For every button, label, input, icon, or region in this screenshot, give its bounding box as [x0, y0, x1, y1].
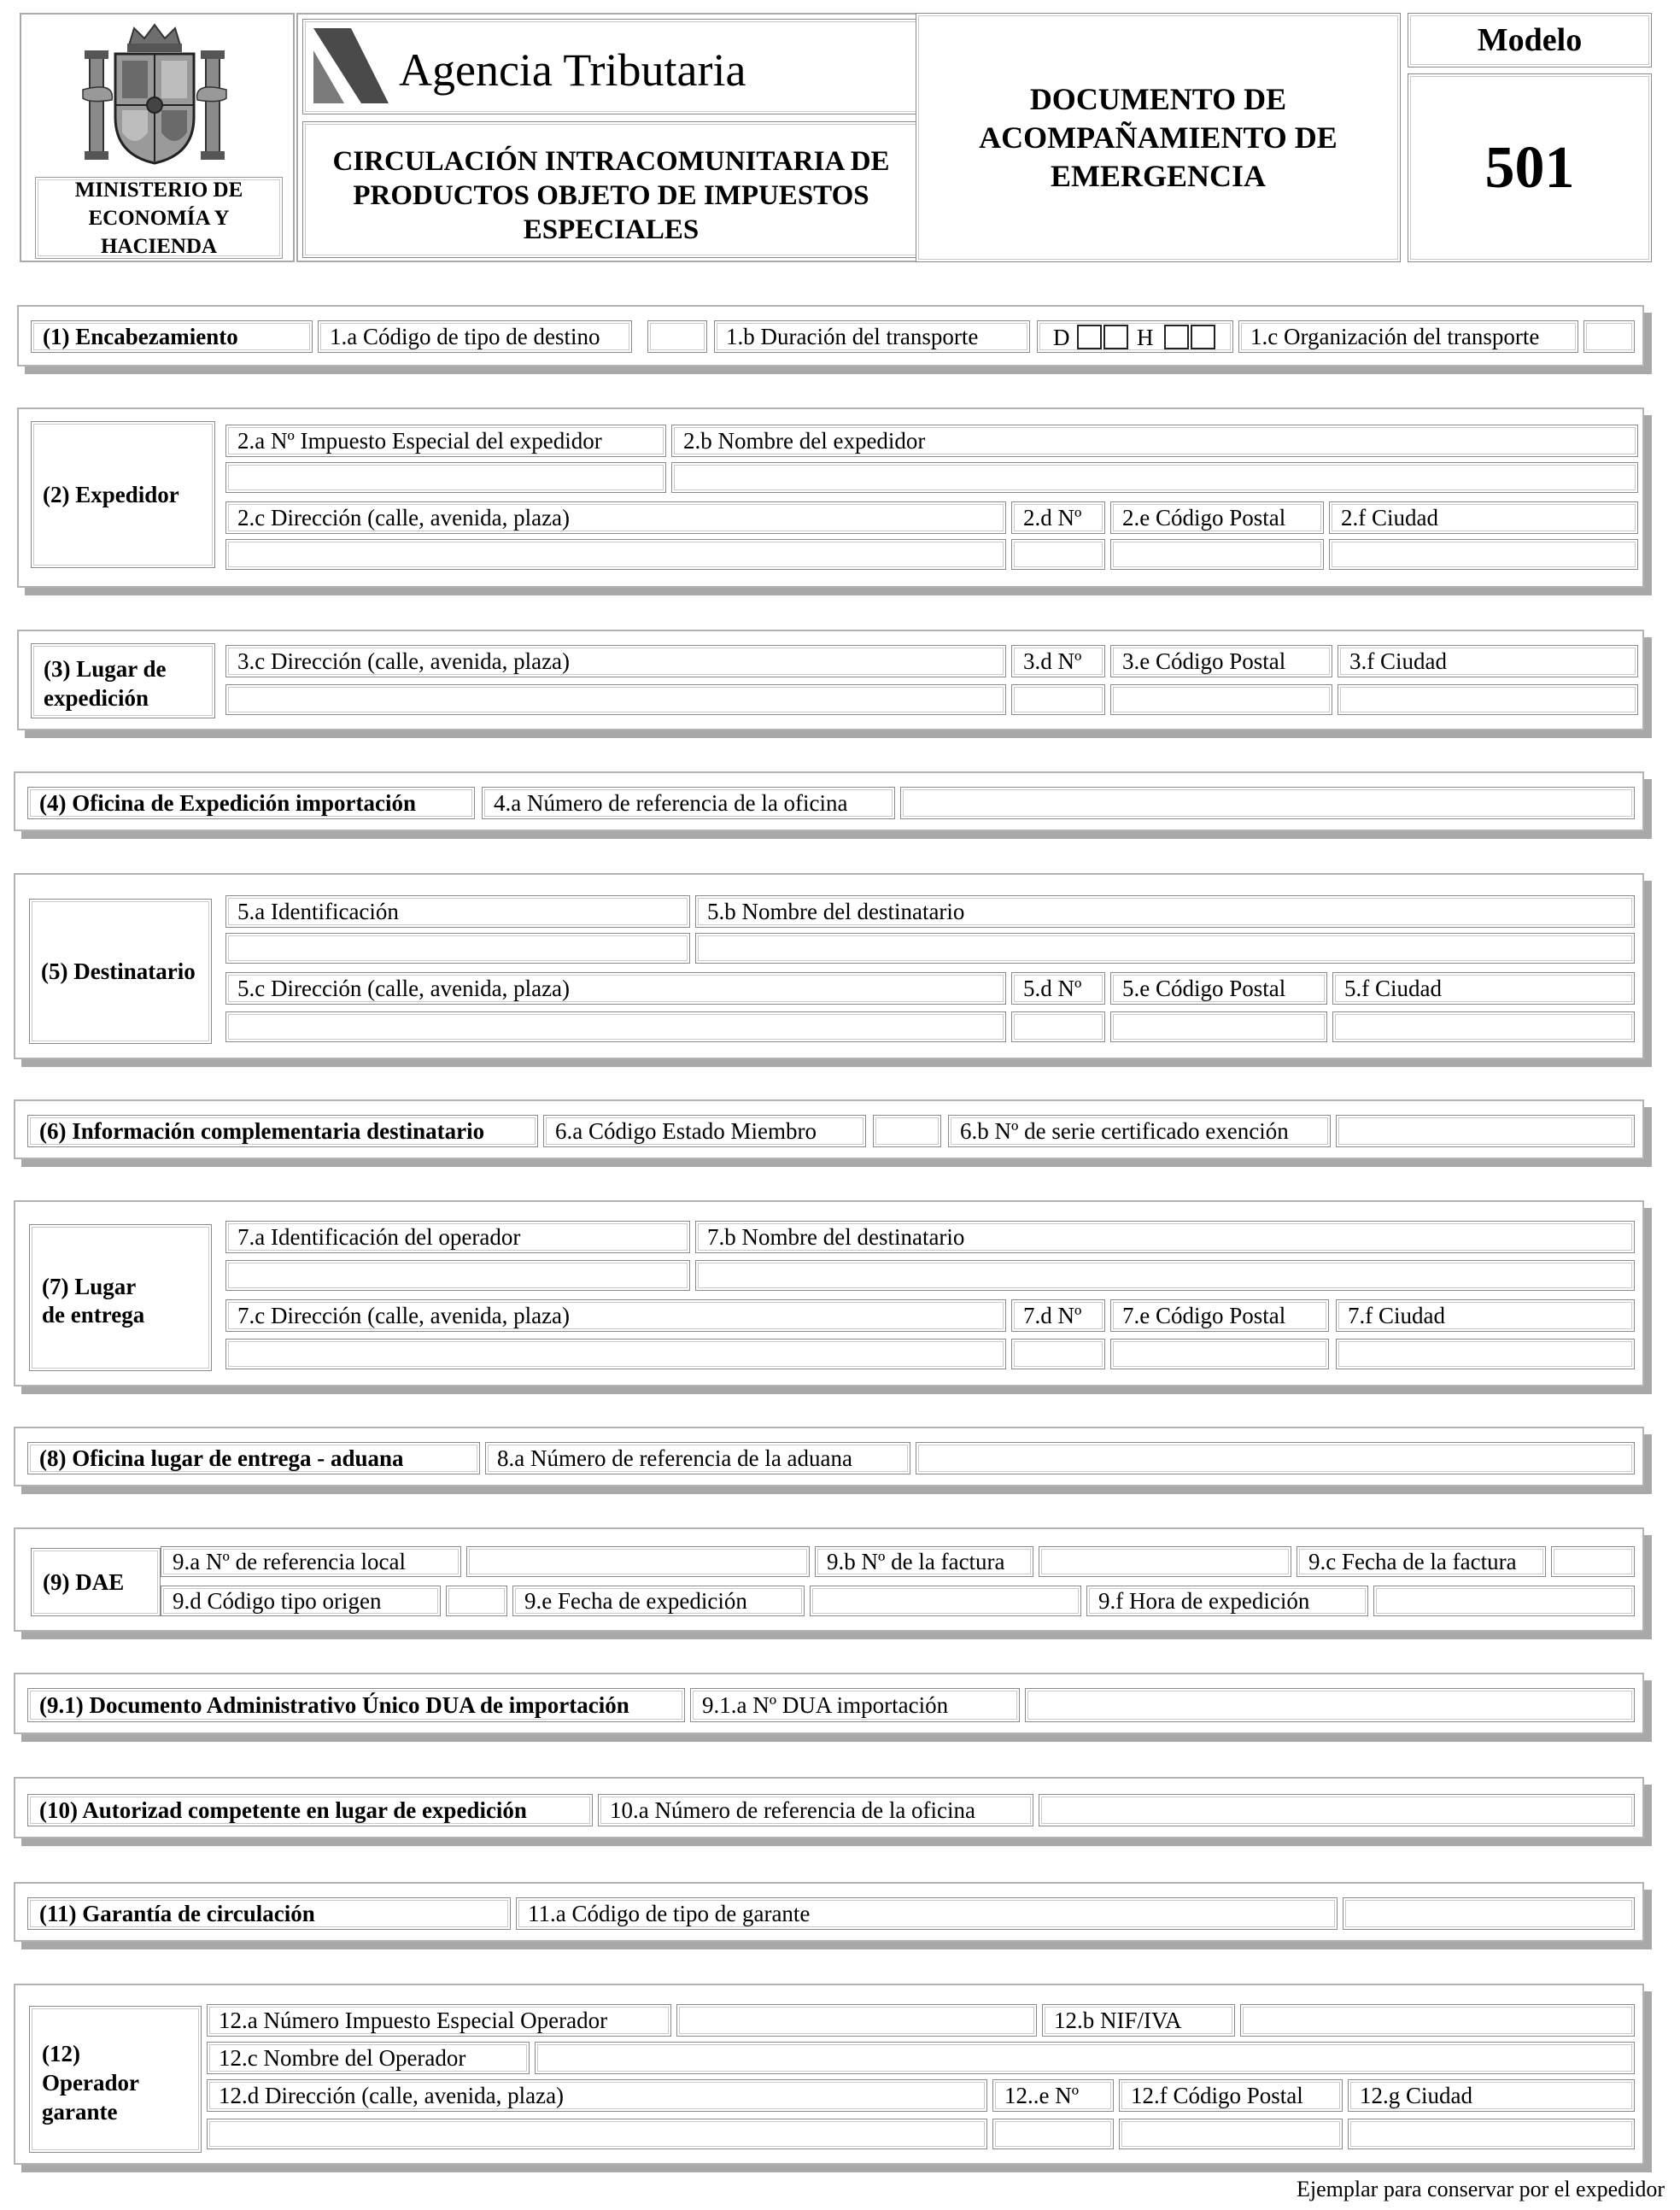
field-12d-input[interactable] — [207, 2119, 987, 2149]
field-7a-label: 7.a Identificación del operador — [225, 1221, 690, 1253]
field-5b-label: 5.b Nombre del destinatario — [695, 895, 1635, 928]
field-9b-label: 9.b Nº de la factura — [815, 1546, 1033, 1577]
field-91a-input[interactable] — [1025, 1688, 1635, 1722]
field-5a-label: 5.a Identificación — [225, 895, 690, 928]
section-7-title-line-1: (7) Lugar — [42, 1274, 137, 1299]
field-6a-input[interactable] — [873, 1115, 941, 1147]
field-9e-label: 9.e Fecha de expedición — [512, 1586, 805, 1616]
field-7e-label: 7.e Código Postal — [1110, 1299, 1329, 1332]
field-2a-input[interactable] — [225, 462, 666, 493]
field-2e-label: 2.e Código Postal — [1110, 501, 1324, 534]
modelo-number: 501 — [1484, 134, 1575, 201]
field-8a-input[interactable] — [916, 1442, 1635, 1474]
field-12b-label: 12.b NIF/IVA — [1042, 2004, 1235, 2037]
field-3f-label: 3.f Ciudad — [1338, 645, 1638, 677]
field-6a-label: 6.a Código Estado Miembro — [543, 1115, 866, 1147]
field-1a-label: 1.a Código de tipo de destino — [318, 320, 632, 353]
field-3e-label: 3.e Código Postal — [1110, 645, 1332, 677]
field-12a-label: 12.a Número Impuesto Especial Operador — [207, 2004, 671, 2037]
ministry-box — [20, 13, 295, 262]
section-3-title-line-1: (3) Lugar de — [44, 656, 167, 682]
field-5f-input[interactable] — [1332, 1011, 1635, 1042]
field-5c-label: 5.c Dirección (calle, avenida, plaza) — [225, 972, 1006, 1005]
field-2a-label: 2.a Nº Impuesto Especial del expedidor — [225, 425, 666, 457]
field-9b-input[interactable] — [1039, 1546, 1291, 1577]
section-9-title: (9) DAE — [31, 1548, 161, 1616]
field-12c-label: 12.c Nombre del Operador — [207, 2042, 530, 2074]
field-5f-label: 5.f Ciudad — [1332, 972, 1635, 1005]
field-7e-input[interactable] — [1110, 1339, 1329, 1369]
field-3f-input[interactable] — [1338, 684, 1638, 715]
section-3-title — [31, 643, 215, 718]
field-2c-input[interactable] — [225, 539, 1006, 570]
field-9d-input[interactable] — [446, 1586, 507, 1616]
field-2b-label: 2.b Nombre del expedidor — [671, 425, 1638, 457]
hours-digit-1[interactable] — [1164, 325, 1189, 349]
field-11a-input[interactable] — [1343, 1897, 1635, 1930]
section-2-title: (2) Expedidor — [31, 421, 215, 568]
section-10-title: (10) Autorizad competente en lugar de expedición — [27, 1794, 593, 1826]
field-12g-input[interactable] — [1348, 2119, 1635, 2149]
section-5-destinatario — [14, 873, 1644, 1059]
field-10a-input[interactable] — [1039, 1794, 1635, 1826]
field-9c-input[interactable] — [1551, 1546, 1635, 1577]
field-12b-input[interactable] — [1240, 2004, 1635, 2037]
section-4-oficina-expedicion — [14, 771, 1644, 831]
field-5d-label: 5.d Nº — [1011, 972, 1105, 1005]
agency-name: Agencia Tributaria — [399, 44, 746, 96]
section-9-dae — [14, 1527, 1644, 1632]
field-91a-label: 9.1.a Nº DUA importación — [690, 1688, 1020, 1722]
field-12f-label: 12.f Código Postal — [1119, 2079, 1343, 2112]
field-2b-input[interactable] — [671, 462, 1638, 493]
field-12d-label: 12.d Dirección (calle, avenida, plaza) — [207, 2079, 987, 2112]
field-11a-label: 11.a Código de tipo de garante — [516, 1897, 1338, 1930]
field-2f-label: 2.f Ciudad — [1329, 501, 1638, 534]
hours-label: H — [1137, 325, 1154, 350]
modelo-number-box — [1408, 73, 1652, 262]
field-5d-input[interactable] — [1011, 1011, 1105, 1042]
field-2c-label: 2.c Dirección (calle, avenida, plaza) — [225, 501, 1006, 534]
field-2e-input[interactable] — [1110, 539, 1324, 570]
field-7a-input[interactable] — [225, 1260, 690, 1291]
field-12a-input[interactable] — [676, 2004, 1037, 2037]
days-digit-2[interactable] — [1103, 325, 1128, 349]
section-7-title-line-2: de entrega — [42, 1302, 145, 1328]
section-2-expedidor — [17, 407, 1644, 588]
field-9f-label: 9.f Hora de expedición — [1086, 1586, 1368, 1616]
modelo-label-box — [1408, 13, 1652, 67]
field-4a-label: 4.a Número de referencia de la oficina — [482, 787, 895, 819]
field-10a-label: 10.a Número de referencia de la oficina — [598, 1794, 1033, 1826]
section-9-1-dua — [14, 1673, 1644, 1734]
section-12-title — [29, 2006, 202, 2153]
circulation-box — [302, 121, 920, 258]
field-3d-label: 3.d Nº — [1011, 645, 1105, 677]
days-digit-1[interactable] — [1077, 325, 1102, 349]
section-11-garantia — [14, 1882, 1644, 1942]
field-7b-input[interactable] — [695, 1260, 1635, 1291]
field-5c-input[interactable] — [225, 1011, 1006, 1042]
field-7d-label: 7.d Nº — [1011, 1299, 1105, 1332]
section-8-oficina-entrega — [14, 1427, 1644, 1486]
field-9f-input[interactable] — [1373, 1586, 1635, 1616]
section-6-info-complementaria — [14, 1099, 1644, 1159]
ministry-name: MINISTERIO DE ECONOMÍA Y HACIENDA — [74, 178, 243, 258]
section-9-1-title: (9.1) Documento Administrativo Único DUA de importación — [27, 1688, 685, 1722]
field-7c-input[interactable] — [225, 1339, 1006, 1369]
section-8-title: (8) Oficina lugar de entrega - aduana — [27, 1442, 480, 1474]
field-3c-input[interactable] — [225, 684, 1006, 715]
field-1a-input[interactable] — [647, 320, 707, 353]
field-6b-label: 6.b Nº de serie certificado exención — [948, 1115, 1331, 1147]
field-1c-label: 1.c Organización del transporte — [1238, 320, 1578, 353]
field-7b-label: 7.b Nombre del destinatario — [695, 1221, 1635, 1253]
field-2f-input[interactable] — [1329, 539, 1638, 570]
hours-digit-2[interactable] — [1191, 325, 1215, 349]
field-7c-label: 7.c Dirección (calle, avenida, plaza) — [225, 1299, 1006, 1332]
field-9c-label: 9.c Fecha de la factura — [1297, 1546, 1546, 1577]
agency-logo-icon — [310, 25, 392, 107]
section-3-lugar-expedicion — [17, 630, 1644, 730]
section-1-title: (1) Encabezamiento — [31, 320, 313, 353]
field-7f-label: 7.f Ciudad — [1336, 1299, 1635, 1332]
field-12g-label: 12.g Ciudad — [1348, 2079, 1635, 2112]
section-12-title-line-1: (12) — [42, 2041, 80, 2066]
field-7f-input[interactable] — [1336, 1339, 1635, 1369]
field-9a-input[interactable] — [466, 1546, 810, 1577]
field-3d-input[interactable] — [1011, 684, 1105, 715]
field-8a-label: 8.a Número de referencia de la aduana — [485, 1442, 910, 1474]
field-12c-input[interactable] — [535, 2042, 1635, 2074]
doc-title-box — [916, 13, 1401, 262]
section-4-title: (4) Oficina de Expedición importación — [27, 787, 475, 819]
ministry-name-box — [35, 177, 283, 259]
section-10-autoridad — [14, 1777, 1644, 1838]
field-2d-label: 2.d Nº — [1011, 501, 1105, 534]
field-12e-label: 12..e Nº — [992, 2079, 1114, 2112]
field-2d-input[interactable] — [1011, 539, 1105, 570]
section-7-title — [29, 1224, 212, 1371]
field-1b-label: 1.b Duración del transporte — [714, 320, 1030, 353]
field-4a-input[interactable] — [900, 787, 1635, 819]
field-9d-label: 9.d Código tipo origen — [161, 1586, 441, 1616]
header — [17, 10, 1653, 267]
section-5-title: (5) Destinatario — [29, 899, 212, 1044]
field-3c-label: 3.c Dirección (calle, avenida, plaza) — [225, 645, 1006, 677]
field-1b-duration — [1037, 320, 1233, 353]
agency-box — [296, 13, 926, 262]
footer-note: Ejemplar para conservar por el expedidor — [1297, 2177, 1665, 2201]
section-11-title: (11) Garantía de circulación — [27, 1897, 511, 1930]
section-6-title: (6) Información complementaria destinatario — [27, 1115, 538, 1147]
circulation-title: CIRCULACIÓN INTRACOMUNITARIA DE PRODUCTOS OBJETO DE IMPUESTOS ESPECIALES — [332, 146, 890, 245]
days-label: D — [1053, 325, 1070, 350]
doc-title: DOCUMENTO DE ACOMPAÑAMIENTO DE EMERGENCIA — [979, 82, 1338, 193]
modelo-label: Modelo — [1477, 22, 1583, 58]
field-12e-input[interactable] — [992, 2119, 1114, 2149]
field-9e-input[interactable] — [810, 1586, 1081, 1616]
section-1-encabezamiento — [17, 305, 1644, 366]
agency-logo-box — [302, 19, 920, 114]
field-1c-input[interactable] — [1583, 320, 1635, 353]
field-5a-input[interactable] — [225, 933, 690, 964]
section-7-lugar-entrega — [14, 1200, 1644, 1386]
field-5b-input[interactable] — [695, 933, 1635, 964]
field-7d-input[interactable] — [1011, 1339, 1105, 1369]
section-3-title-line-2: expedición — [44, 685, 149, 711]
field-3e-input[interactable] — [1110, 684, 1332, 715]
field-9a-label: 9.a Nº de referencia local — [161, 1546, 461, 1577]
section-12-title-line-3: garante — [42, 2099, 118, 2125]
field-12f-input[interactable] — [1119, 2119, 1343, 2149]
section-12-operador-garante — [14, 1984, 1644, 2165]
field-5e-label: 5.e Código Postal — [1110, 972, 1327, 1005]
section-12-title-line-2: Operador — [42, 2070, 139, 2096]
coat-of-arms-icon — [81, 21, 228, 167]
field-6b-input[interactable] — [1336, 1115, 1635, 1147]
field-5e-input[interactable] — [1110, 1011, 1327, 1042]
